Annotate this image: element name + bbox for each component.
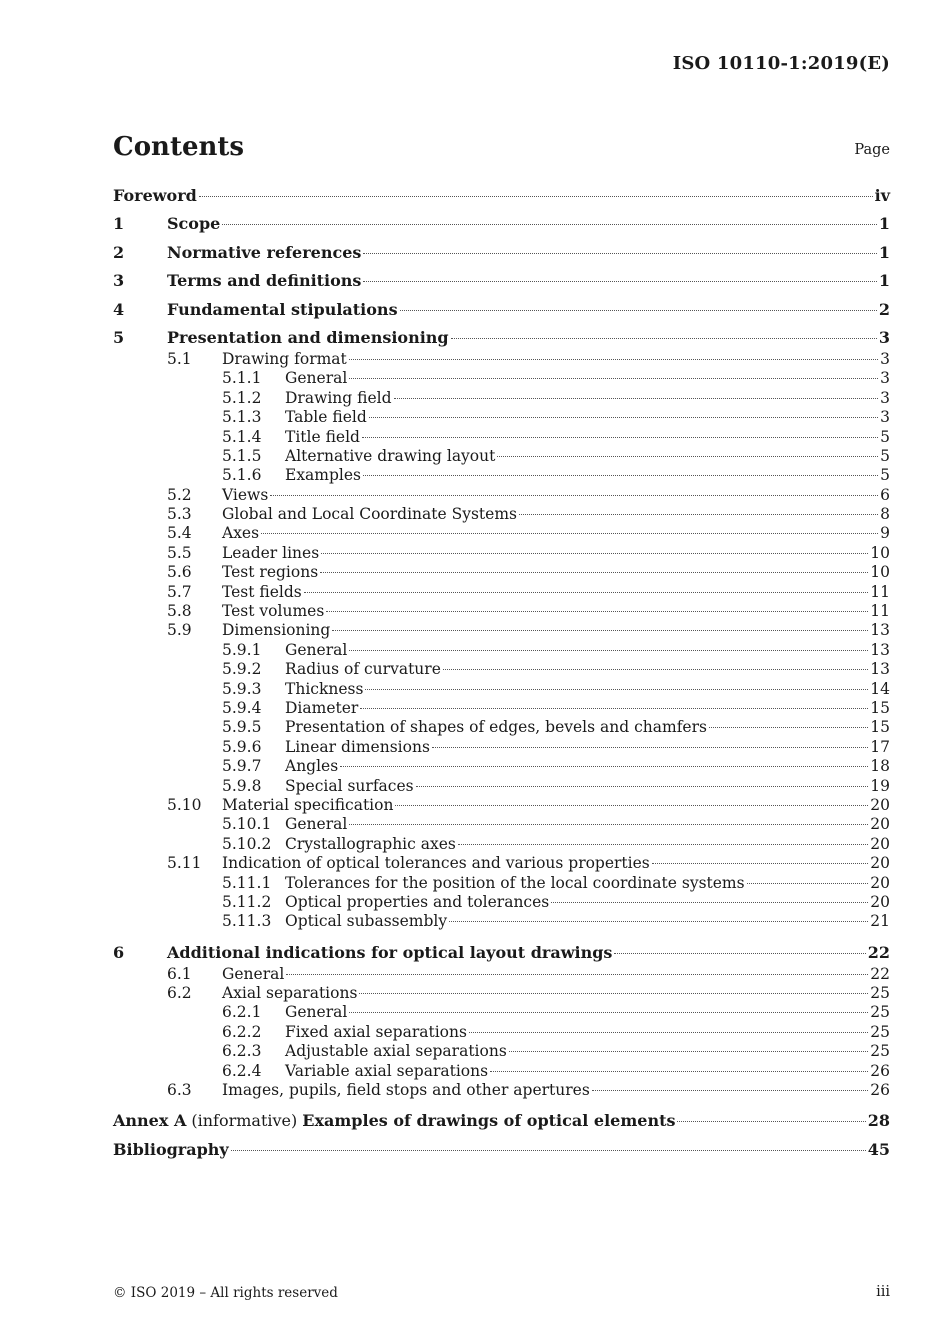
toc-entry-5-5[interactable]	[113, 544, 890, 563]
dot-leader	[359, 992, 868, 994]
toc-title: Optical subassembly	[285, 912, 448, 931]
toc-title: Linear dimensions	[285, 737, 430, 756]
toc-entry-clause-4[interactable]	[113, 298, 890, 322]
toc-entry-5-9-4[interactable]	[113, 699, 890, 718]
toc-title: Angles	[285, 757, 339, 776]
toc-entry-clause-2[interactable]	[113, 241, 890, 265]
toc-page: 6	[880, 485, 890, 504]
dot-leader	[469, 1031, 868, 1033]
toc-entry-5-11-2[interactable]	[113, 893, 890, 912]
toc-number: 5	[113, 327, 125, 347]
toc-entry-clause-5[interactable]	[113, 326, 890, 350]
toc-page: 15	[870, 718, 890, 737]
toc-entry-6-2-3[interactable]	[113, 1042, 890, 1061]
toc-entry-5-1-2[interactable]	[113, 389, 890, 408]
toc-entry-5-1-6[interactable]	[113, 466, 890, 485]
toc-number: 5.1.2	[222, 388, 262, 407]
toc-entry-6-2-2[interactable]	[113, 1023, 890, 1042]
dot-leader	[395, 804, 868, 806]
toc-entry-5-1-5[interactable]	[113, 447, 890, 466]
toc-number: 5.1.3	[222, 408, 262, 427]
dot-leader	[416, 785, 869, 787]
toc-title: Presentation of shapes of edges, bevels and chamfers	[285, 718, 707, 737]
toc-title: Tolerances for the position of the local coordinate systems	[285, 873, 745, 892]
toc-number: 6.2.2	[222, 1022, 262, 1041]
toc-entry-5-1-4[interactable]	[113, 428, 890, 447]
toc-number: 5.9	[167, 621, 192, 640]
toc-page: 3	[878, 327, 890, 347]
toc-number: 5.8	[167, 602, 192, 621]
toc-page: 15	[870, 698, 890, 717]
dot-leader	[519, 513, 878, 515]
toc-page: 13	[870, 660, 890, 679]
toc-page: 11	[870, 582, 890, 601]
dot-leader	[451, 337, 877, 339]
toc-title: Scope	[167, 214, 221, 234]
toc-page: 28	[867, 1111, 890, 1131]
toc-page: 10	[870, 563, 890, 582]
toc-page: 20	[870, 795, 890, 814]
toc-title: Examples of drawings of optical elements	[302, 1111, 676, 1131]
toc-title: General	[285, 815, 348, 834]
toc-number: 6.2.1	[222, 1003, 262, 1022]
dot-leader	[614, 952, 865, 954]
toc-entry-5-9-7[interactable]	[113, 757, 890, 776]
toc-number: 5.9.4	[222, 698, 262, 717]
toc-page: 20	[870, 873, 890, 892]
toc-page: 9	[880, 524, 890, 543]
toc-title: Test fields	[222, 582, 302, 601]
toc-title: Title field	[285, 427, 360, 446]
toc-number: 5.1.4	[222, 427, 262, 446]
toc-title: Leader lines	[222, 543, 320, 562]
dot-leader	[349, 358, 878, 360]
toc-entry-foreword[interactable]	[113, 184, 890, 208]
toc-title: Thickness	[285, 679, 364, 698]
toc-entry-5-9-5[interactable]	[113, 718, 890, 737]
toc-number: 5.9.8	[222, 776, 262, 795]
contents-header	[113, 132, 890, 166]
toc-page: 5	[880, 446, 890, 465]
toc-number: 5.4	[167, 524, 192, 543]
toc-number: 5.10.2	[222, 834, 272, 853]
toc-number: 5.11.3	[222, 912, 272, 931]
toc-entry-5-2[interactable]	[113, 486, 890, 505]
toc-page: 13	[870, 621, 890, 640]
toc-number: 5.10.1	[222, 815, 272, 834]
toc-number: 1	[113, 214, 125, 234]
dot-leader	[261, 532, 878, 534]
toc-entry-5-7[interactable]	[113, 583, 890, 602]
toc-entry-clause-6[interactable]	[113, 941, 890, 965]
dot-leader	[326, 610, 868, 612]
toc-number: 5.3	[167, 505, 192, 524]
toc-number: 5.7	[167, 582, 192, 601]
toc-page: 18	[870, 757, 890, 776]
toc-number: 2	[113, 242, 125, 262]
toc-number: 5.9.2	[222, 660, 262, 679]
dot-leader	[332, 629, 868, 631]
dot-leader	[592, 1089, 868, 1091]
toc-entry-5-10[interactable]	[113, 796, 890, 815]
toc-entry-5-9-2[interactable]	[113, 660, 890, 679]
dot-leader	[363, 280, 876, 282]
toc-title: Indication of optical tolerances and various properties	[222, 854, 650, 873]
toc-entry-5-9-1[interactable]	[113, 641, 890, 660]
toc-title: General	[222, 964, 285, 983]
toc-page: 20	[870, 854, 890, 873]
toc-number: 5.1	[167, 349, 192, 368]
toc-page: iv	[874, 186, 890, 205]
dot-leader	[304, 591, 869, 593]
toc-page: 22	[867, 942, 890, 962]
toc-title: Diameter	[285, 698, 359, 717]
dot-leader	[449, 920, 868, 922]
toc-title: Table field	[285, 408, 367, 427]
toc-title: General	[285, 1003, 348, 1022]
annex-type: (informative)	[191, 1111, 298, 1131]
toc-title: Axes	[222, 524, 260, 543]
toc-entry-5-4[interactable]	[113, 524, 890, 543]
dot-leader	[349, 1011, 868, 1013]
toc-title: Foreword	[113, 186, 197, 205]
dot-leader	[509, 1050, 868, 1052]
toc-number: 5.1.6	[222, 466, 262, 485]
toc-number: 5.10	[167, 795, 202, 814]
toc-entry-5-11-3[interactable]	[113, 912, 890, 931]
contents-title: Contents	[113, 132, 245, 162]
toc-entry-annex-a[interactable]	[113, 1109, 890, 1133]
toc-title: General	[285, 640, 348, 659]
toc-entry-5-3[interactable]	[113, 505, 890, 524]
dot-leader	[365, 688, 868, 690]
toc-entry-5-9-6[interactable]	[113, 738, 890, 757]
toc-page: 25	[870, 1022, 890, 1041]
toc-title: Normative references	[167, 242, 362, 262]
dot-leader	[652, 862, 869, 864]
toc-title: Radius of curvature	[285, 660, 441, 679]
document-id: ISO 10110-1:2019(E)	[672, 53, 890, 74]
dot-leader	[369, 416, 878, 418]
toc-number: 5.2	[167, 485, 192, 504]
toc-number: 5.9.5	[222, 718, 262, 737]
toc-number: 5.11.1	[222, 873, 272, 892]
toc-title: Additional indications for optical layout drawings	[167, 942, 613, 962]
dot-leader	[497, 455, 878, 457]
toc-page: 22	[870, 964, 890, 983]
toc-entry-5-1[interactable]	[113, 350, 890, 369]
toc-title: Drawing format	[222, 349, 347, 368]
toc-title: Axial separations	[222, 984, 358, 1003]
toc-title: Test regions	[222, 563, 319, 582]
dot-leader	[363, 474, 878, 476]
toc-number: 5.1.5	[222, 446, 262, 465]
dot-leader	[394, 397, 879, 399]
page-column-label: Page	[854, 142, 890, 158]
toc-number: 5.1.1	[222, 369, 262, 388]
toc-title: Special surfaces	[285, 776, 414, 795]
toc-entry-bibliography[interactable]	[113, 1138, 890, 1162]
toc-entry-5-1-3[interactable]	[113, 408, 890, 427]
toc-page: 1	[878, 242, 890, 262]
toc-title: Images, pupils, field stops and other apertures	[222, 1081, 590, 1100]
toc-entry-5-9[interactable]	[113, 621, 890, 640]
table-of-contents	[113, 184, 890, 1162]
toc-title: Dimensioning	[222, 621, 331, 640]
toc-page: 25	[870, 1003, 890, 1022]
toc-entry-5-1-1[interactable]	[113, 369, 890, 388]
toc-title: Adjustable axial separations	[285, 1042, 507, 1061]
toc-entry-5-11-1[interactable]	[113, 874, 890, 893]
dot-leader	[458, 843, 868, 845]
toc-page: 14	[870, 679, 890, 698]
dot-leader	[349, 823, 868, 825]
dot-leader	[362, 436, 878, 438]
toc-page: 11	[870, 602, 890, 621]
toc-entry-5-10-1[interactable]	[113, 815, 890, 834]
dot-leader	[270, 494, 878, 496]
dot-leader	[432, 746, 868, 748]
toc-entry-clause-1[interactable]	[113, 212, 890, 236]
toc-number: 6.3	[167, 1081, 192, 1100]
toc-title: Terms and definitions	[167, 271, 362, 291]
dot-leader	[443, 668, 868, 670]
toc-page: 20	[870, 892, 890, 911]
toc-page: 26	[870, 1061, 890, 1080]
dot-leader	[222, 223, 877, 225]
toc-number: 3	[113, 271, 125, 291]
dot-leader	[199, 195, 873, 197]
toc-page: 2	[878, 299, 890, 319]
toc-page: 10	[870, 543, 890, 562]
toc-page: 5	[880, 466, 890, 485]
toc-page: 20	[870, 815, 890, 834]
toc-number: 4	[113, 299, 125, 319]
toc-number: 6.2	[167, 984, 192, 1003]
toc-entry-6-1[interactable]	[113, 965, 890, 984]
toc-title: Presentation and dimensioning	[167, 327, 449, 347]
toc-title: Examples	[285, 466, 362, 485]
toc-page: 13	[870, 640, 890, 659]
toc-number: 5.9.3	[222, 679, 262, 698]
dot-leader	[747, 882, 869, 884]
toc-title: Test volumes	[222, 602, 325, 621]
toc-title: Views	[222, 485, 269, 504]
toc-page: 45	[867, 1139, 890, 1159]
toc-page: 3	[880, 349, 890, 368]
toc-page: 1	[878, 271, 890, 291]
toc-entry-6-2[interactable]	[113, 984, 890, 1003]
toc-number: 5.9.1	[222, 640, 262, 659]
toc-page: 25	[870, 984, 890, 1003]
dot-leader	[360, 707, 868, 709]
toc-page: 20	[870, 834, 890, 853]
toc-title: Material specification	[222, 795, 394, 814]
toc-page: 26	[870, 1081, 890, 1100]
toc-number: 5.6	[167, 563, 192, 582]
footer-copyright: © ISO 2019 – All rights reserved	[113, 1285, 338, 1301]
dot-leader	[677, 1120, 865, 1122]
toc-page: 5	[880, 427, 890, 446]
dot-leader	[321, 552, 868, 554]
toc-page: 8	[880, 505, 890, 524]
toc-page: 17	[870, 737, 890, 756]
toc-page: 3	[880, 408, 890, 427]
toc-entry-clause-3[interactable]	[113, 269, 890, 293]
toc-title: Bibliography	[113, 1139, 229, 1159]
toc-title: Fundamental stipulations	[167, 299, 398, 319]
toc-number: 6	[113, 942, 125, 962]
toc-number: 6.2.4	[222, 1061, 262, 1080]
toc-number: 5.5	[167, 543, 192, 562]
dot-leader	[490, 1070, 868, 1072]
toc-number: 5.9.7	[222, 757, 262, 776]
dot-leader	[400, 309, 877, 311]
annex-label: Annex A	[113, 1111, 187, 1131]
toc-entry-6-2-1[interactable]	[113, 1003, 890, 1022]
toc-entry-5-11[interactable]	[113, 854, 890, 873]
footer-page-number: iii	[876, 1284, 890, 1300]
toc-title: Optical properties and tolerances	[285, 892, 550, 911]
toc-page: 1	[878, 214, 890, 234]
dot-leader	[340, 765, 868, 767]
toc-entry-5-9-3[interactable]	[113, 680, 890, 699]
toc-page: 25	[870, 1042, 890, 1061]
toc-entry-6-2-4[interactable]	[113, 1062, 890, 1081]
toc-title: Drawing field	[285, 388, 392, 407]
dot-leader	[709, 726, 868, 728]
toc-page: 19	[870, 776, 890, 795]
dot-leader	[363, 252, 876, 254]
toc-title: Fixed axial separations	[285, 1022, 467, 1041]
toc-entry-5-10-2[interactable]	[113, 835, 890, 854]
toc-title: Global and Local Coordinate Systems	[222, 505, 517, 524]
toc-title: General	[285, 369, 348, 388]
toc-entry-5-6[interactable]	[113, 563, 890, 582]
toc-number: 6.2.3	[222, 1042, 262, 1061]
toc-title: Variable axial separations	[285, 1061, 489, 1080]
toc-title: Crystallographic axes	[285, 834, 456, 853]
dot-leader	[286, 973, 868, 975]
toc-title: Alternative drawing layout	[285, 446, 496, 465]
dot-leader	[349, 649, 868, 651]
toc-entry-5-8[interactable]	[113, 602, 890, 621]
dot-leader	[551, 901, 868, 903]
dot-leader	[231, 1149, 866, 1151]
toc-page: 3	[880, 369, 890, 388]
toc-number: 5.9.6	[222, 737, 262, 756]
toc-number: 5.11	[167, 854, 202, 873]
toc-page: 3	[880, 388, 890, 407]
toc-page: 21	[870, 912, 890, 931]
toc-number: 5.11.2	[222, 892, 272, 911]
dot-leader	[349, 377, 878, 379]
toc-entry-5-9-8[interactable]	[113, 777, 890, 796]
toc-entry-6-3[interactable]	[113, 1081, 890, 1100]
toc-number: 6.1	[167, 964, 192, 983]
dot-leader	[320, 571, 868, 573]
